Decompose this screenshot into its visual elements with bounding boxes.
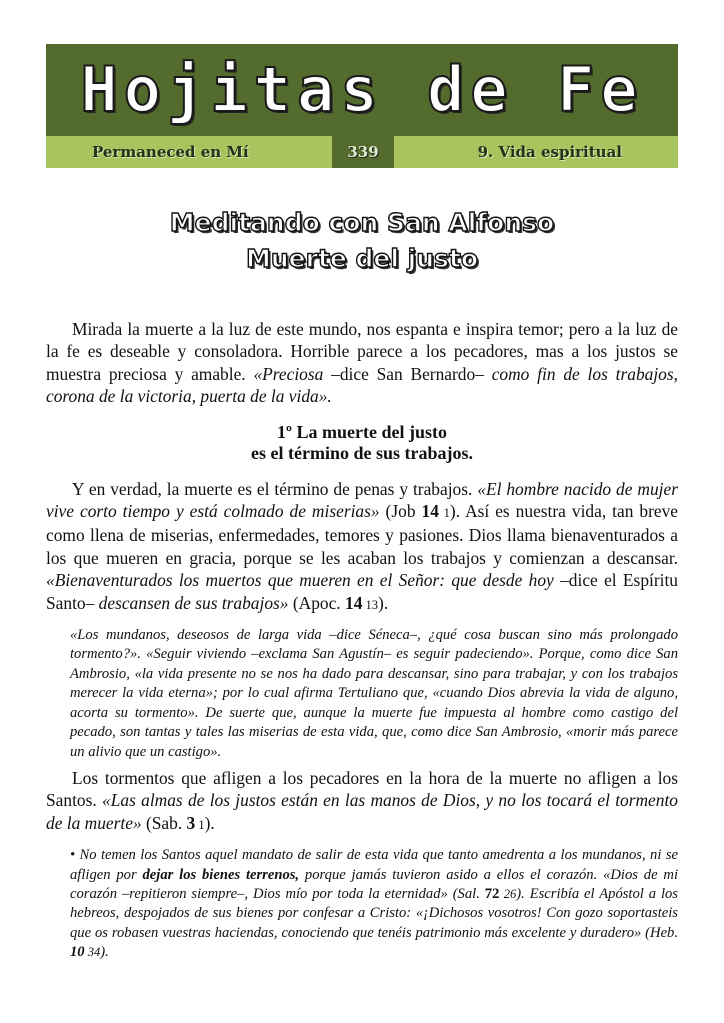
- paragraph: [46, 478, 678, 616]
- quote: «Preciosa: [253, 363, 332, 384]
- verse-number: 13: [362, 597, 379, 612]
- quote: descansen de sus trabajos»: [98, 592, 289, 613]
- text: (Sab.: [141, 812, 187, 833]
- title-banner: [46, 44, 678, 136]
- text: • No temen los Santos aquel mandato de salir de esta vida que tanto amedrenta a los mundanos, ni se afligen por: [70, 847, 678, 883]
- text: –dice el Espíritu Santo–: [46, 570, 679, 613]
- verse-number: 1: [195, 817, 205, 832]
- chapter-number: 72: [484, 885, 500, 902]
- issue-number: 339: [332, 136, 394, 168]
- document-title-line2: Muerte del justo: [245, 244, 479, 273]
- quote: como fin de los trabajos, corona de la victoria, puerta de la vida».: [46, 363, 678, 407]
- verse-number: 34: [84, 945, 101, 960]
- text: ).: [378, 592, 389, 613]
- publication-title: Hojitas de Fe: [80, 53, 644, 126]
- text: ). Escribía el Apóstol a los hebreos, despojados de sus bienes por confesar a Cristo: «¡Dichosos vosotros! Con gozo soportasteis que os robasen vuestras haciendas, conociendo que tenéis patrimonio más excelente y duradero» (Heb.: [70, 885, 678, 941]
- text: ). Así es nuestra vida, tan breve como llena de miserias, enfermedades, temores y pasiones. Dios llama bienaventurados a los que mueren en gracia, porque se les acaban los trabajos y comienzan a descansar.: [46, 501, 678, 568]
- text: ).: [100, 944, 109, 961]
- section-heading: [46, 422, 678, 464]
- section-heading-line2: es el término de sus trabajos.: [251, 442, 473, 463]
- text: (Job: [379, 501, 422, 522]
- bold-text: dejar los bienes terrenos,: [142, 866, 300, 883]
- chapter-number: 10: [70, 944, 85, 961]
- quote: «El hombre nacido de mujer vive corto tiempo y está colmado de miserias»: [46, 478, 678, 522]
- document-title-line1: Meditando con San Alfonso: [169, 208, 555, 237]
- intro-paragraph: [46, 318, 678, 408]
- chapter-number: 3: [186, 812, 196, 833]
- text: –dice San Bernardo–: [331, 363, 492, 384]
- text: porque jamás tuvieron asido a ellos el corazón. «Dios de mi corazón –repitieron siempre–, Dios mío por toda la eternidad» (Sal.: [70, 866, 679, 902]
- body-content: [46, 318, 678, 963]
- document-title: [46, 205, 678, 277]
- text: Los tormentos que afligen a los pecadores en la hora de la muerte no afligen a los Santos.: [46, 767, 678, 811]
- text: ).: [204, 812, 215, 833]
- text: (Apoc.: [288, 592, 346, 613]
- chapter-number: 14: [345, 592, 363, 613]
- verse-number: 1: [438, 506, 450, 521]
- header: [46, 44, 678, 168]
- category-label: 9. Vida espiritual: [477, 143, 622, 161]
- text: Y en verdad, la muerte es el término de penas y trabajos.: [72, 478, 478, 499]
- subtitle-bar: [46, 136, 678, 168]
- quote: «Bienaventurados los muertos que mueren en el Señor: que desde hoy: [46, 570, 554, 591]
- quote: «Las almas de los justos están en las manos de Dios, y no los tocará el tormento de la muerte»: [46, 790, 679, 833]
- verse-number: 26: [499, 886, 517, 901]
- text: Mirada la muerte a la luz de este mundo, nos espanta e inspira temor; pero a la luz de la fe es deseable y consoladora. Horrible parece a los pecadores, mas a los justos se muestra preciosa y amable.: [46, 319, 678, 384]
- paragraph: [46, 767, 678, 836]
- chapter-number: 14: [421, 501, 439, 522]
- note-paragraph: «Los mundanos, deseosos de larga vida –dice Séneca–, ¿qué cosa buscan sino más prolongado tormento?». «Seguir viviendo –exclama San Agustín– es seguir padeciendo». Porque, como dice San Ambrosio, «la vida presente no se nos ha dado para descansar, sino para trabajar, y con los trabajos merecer la vida eterna»; por lo cual afirma Tertuliano que, «cuando Dios abrevia la vida de alguno, acorta su tormento». De suerte que, aunque la muerte fue impuesta al hombre como castigo del pecado, son tantas y tales las miserias de esta vida, que, como dice San Ambrosio, «morir más parece un alivio que un castigo».: [70, 627, 678, 760]
- note-paragraph: [70, 846, 678, 962]
- section-heading-line1: 1º La muerte del justo: [277, 421, 447, 442]
- series-label: Permaneced en Mí: [92, 143, 249, 161]
